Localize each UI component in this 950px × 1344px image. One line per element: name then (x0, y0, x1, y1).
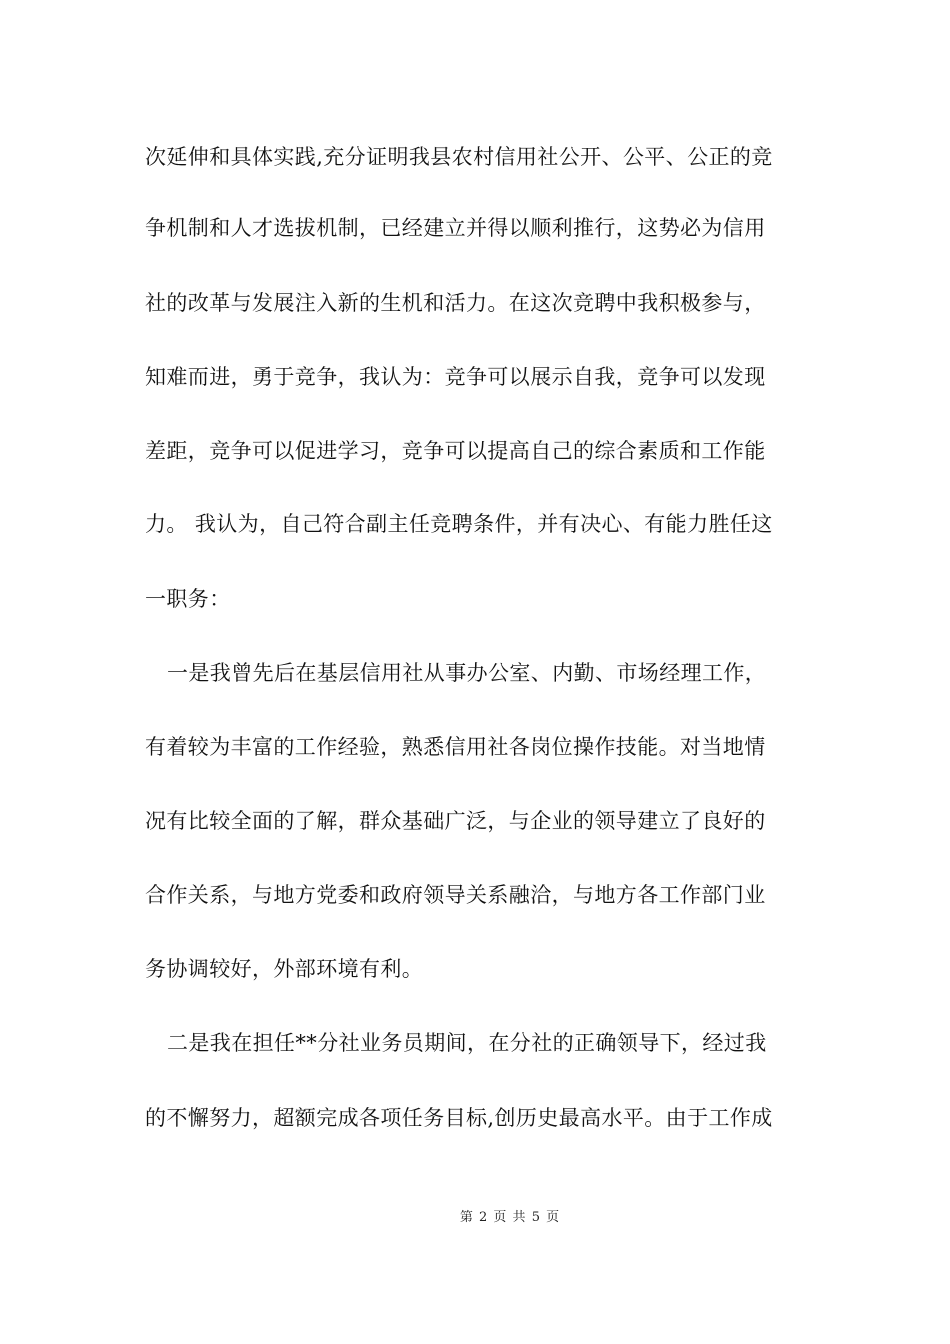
paragraph-2-line-1: 二是我在担任**分社业务员期间，在分社的正确领导下，经过我 (167, 1031, 767, 1055)
page-number-footer: 第 2 页 共 5 页 (459, 1210, 561, 1225)
text-line-3: 社的改革与发展注入新的生机和活力。在这次竞聘中我积极参与， (145, 291, 766, 315)
paragraph-2-line-2: 的不懈努力，超额完成各项任务目标,创历史最高水平。由于工作成 (145, 1106, 773, 1130)
paragraph-1-line-2: 有着较为丰富的工作经验，熟悉信用社各岗位操作技能。对当地情 (145, 735, 766, 759)
paragraph-1-line-3: 况有比较全面的了解，群众基础广泛，与企业的领导建立了良好的 (145, 809, 766, 833)
paragraph-1-line-1: 一是我曾先后在基层信用社从事办公室、内勤、市场经理工作， (167, 661, 767, 685)
text-line-4: 知难而进，勇于竞争，我认为：竞争可以展示自我，竞争可以发现 (145, 365, 766, 389)
paragraph-1-line-5: 务协调较好，外部环境有利。 (145, 957, 424, 981)
text-line-6: 力。 我认为，自己符合副主任竞聘条件，并有决心、有能力胜任这 (145, 512, 773, 536)
text-line-5: 差距，竞争可以促进学习，竞争可以提高自己的综合素质和工作能 (145, 439, 766, 463)
text-line-2: 争机制和人才选拔机制，已经建立并得以顺利推行，这势必为信用 (145, 216, 766, 240)
paragraph-1-line-4: 合作关系，与地方党委和政府领导关系融洽，与地方各工作部门业 (145, 883, 766, 907)
text-line-1: 次延伸和具体实践,充分证明我县农村信用社公开、公平、公正的竞 (145, 145, 773, 169)
text-line-7: 一职务： (145, 587, 231, 611)
